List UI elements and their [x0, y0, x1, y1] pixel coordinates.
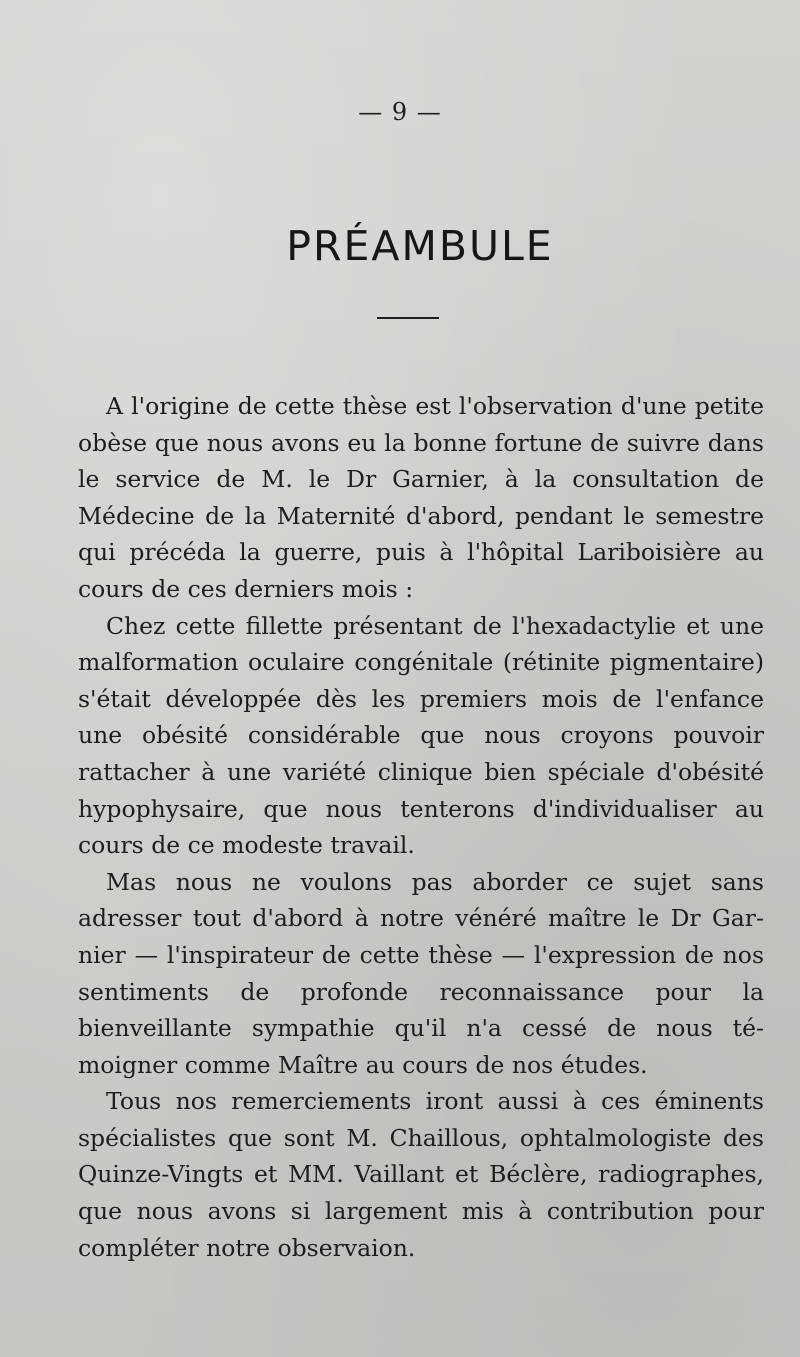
paragraph-4: Tous nos remerciements iront aussi à ces éminents spécialistes que sont M. Chaillous, ophtalmologiste des Quinze-Vingts et MM. Vaillant et Béclère, radiographes, que nous avons si largement mis à contribution pour compléter notre observaion.: [78, 1087, 764, 1262]
paragraph-3: Mas nous ne voulons pas aborder ce sujet sans adresser tout d'abord à notre vénéré maître le Dr Garnier — l'inspirateur de cette thèse — l'expression de nos sentiments de profonde reconnaissance pour la bienveillante sympathie qu'il n'a cessé de nous témoigner comme Maître au cours de nos études.: [78, 867, 764, 1079]
page-title: PRÉAMBULE: [286, 222, 554, 270]
paragraph-1: A l'origine de cette thèse est l'observation d'une petite obèse que nous avons eu la bonne fortune de suivre dans le service de M. le Dr Garnier, à la consultation de Médecine de la Maternité d'abord, pendant le semestre qui précéda la guerre, puis à l'hôpital Lariboisière au cours de ces derniers mois :: [78, 392, 764, 603]
page-number: — 9 —: [358, 98, 442, 126]
title-divider: [377, 317, 439, 319]
paragraph-2: Chez cette fillette présentant de l'hexadactylie et une malformation oculaire congénitale (rétinite pigmentaire) s'était développée dès les premiers mois de l'enfance une obésité considérable que nous croyons pouvoir rattacher à une variété clinique bien spéciale d'obésité hypophysaire, que nous tenterons d'individualiser au cours de ce modeste travail.: [78, 611, 764, 860]
body-text: [78, 388, 764, 1266]
